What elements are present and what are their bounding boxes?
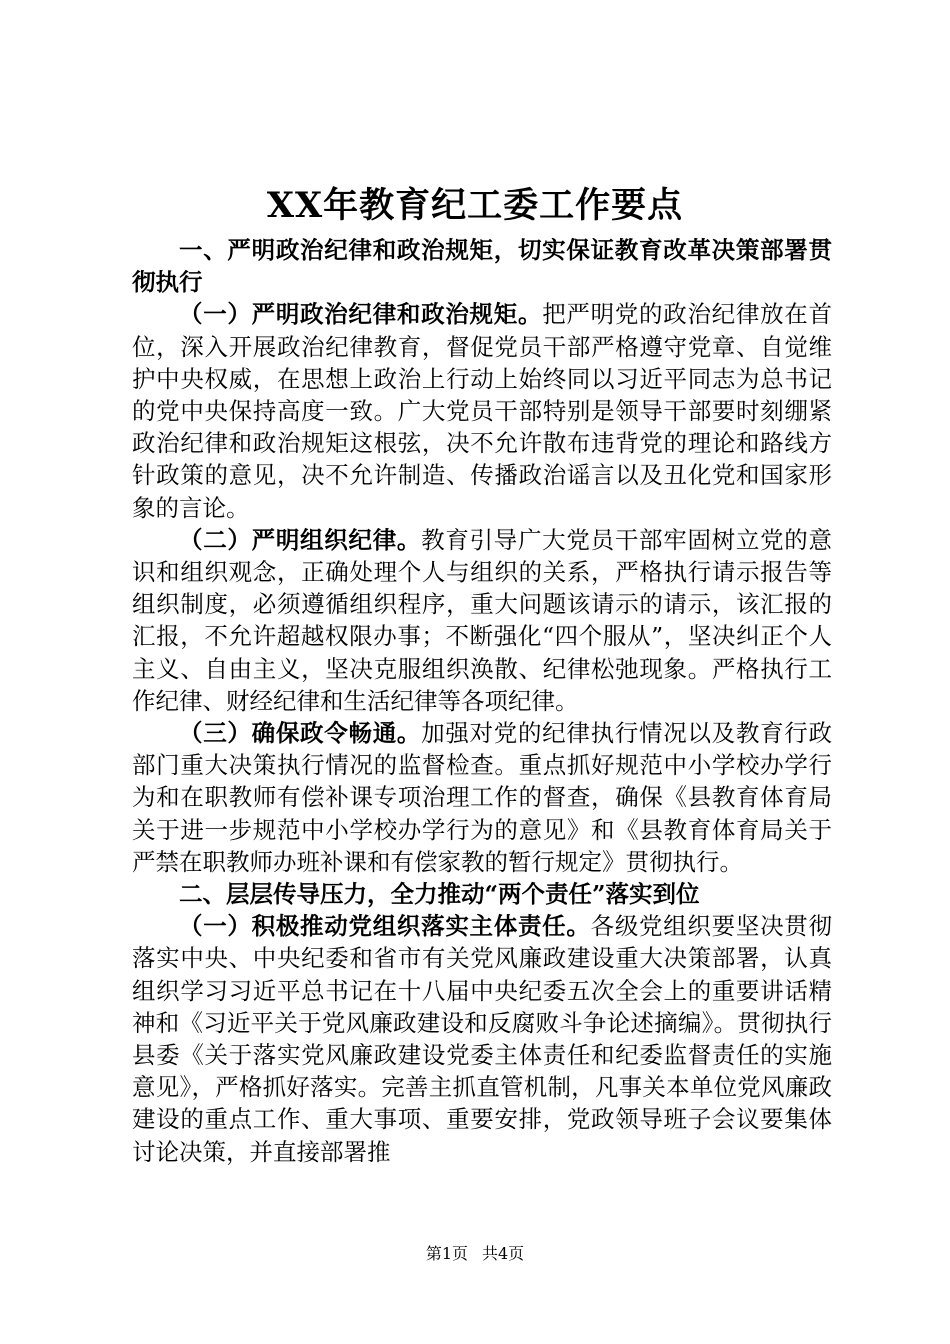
document-title: XX年教育纪工委工作要点 [266,185,684,226]
paragraph-2-1 [132,910,832,1168]
page-total: 共4页 [482,1244,525,1263]
page-number: 第1页 [425,1244,468,1263]
paragraph-lead: （一）严明政治纪律和政治规矩。 [179,300,543,329]
paragraph-1-3 [132,717,832,878]
document-body [132,234,832,1168]
paragraph-text: 各级党组织要坚决贯彻落实中央、中央纪委和省市有关党风廉政建设重大决策部署，认真组织学习习近平总书记在十八届中央纪委五次全会上的重要讲话精神和《习近平关于党风廉政建设和反腐败斗争论述摘编》。贯彻执行县委《关于落实党风廉政建设党委主体责任和纪委监督责任的实施意见》，严格抓好落实。完善主抓直管机制，凡事关本单位党风廉政建设的重点工作、重大事项、重要安排，党政领导班子会议要集体讨论决策，并直接部署推 [132,912,833,1166]
section-heading-1: 一、严明政治纪律和政治规矩，切实保证教育改革决策部署贯彻执行 [132,236,832,297]
section-heading-2: 二、层层传导压力，全力推动“两个责任”落实到位 [179,880,700,909]
paragraph-text: 把严明党的政治纪律放在首位，深入开展政治纪律教育，督促党员干部严格遵守党章、自觉维护中央权威，在思想上政治上行动上始终同以习近平同志为总书记的党中央保持高度一致。广大党员干部特别是领导干部要时刻绷紧政治纪律和政治规矩这根弦，决不允许散布违背党的理论和路线方针政策的意见，决不允许制造、传播政治谣言以及丑化党和国家形象的言论。 [132,300,833,522]
paragraph-lead: （二）严明组织纪律。 [179,525,422,554]
paragraph-text: 教育引导广大党员干部牢固树立党的意识和组织观念，正确处理个人与组织的关系，严格执行请示报告等组织制度，必须遵循组织程序，重大问题该请示的请示，该汇报的汇报，不允许超越权限办事；不断强化“四个服从”，坚决纠正个人主义、自由主义，坚决克服组织涣散、纪律松弛现象。严格执行工作纪律、财经纪律和生活纪律等各项纪律。 [132,525,833,715]
paragraph-1-1 [132,298,832,523]
paragraph-lead: （三）确保政令畅通。 [179,719,422,748]
paragraph-1-2 [132,524,832,717]
paragraph-text: 加强对党的纪律执行情况以及教育行政部门重大决策执行情况的监督检查。重点抓好规范中小学校办学行为和在职教师有偿补课专项治理工作的督查，确保《县教育体育局关于进一步规范中小学校办学行为的意见》和《县教育体育局关于严禁在职教师办班补课和有偿家教的暂行规定》贯彻执行。 [132,719,833,876]
paragraph-lead: （一）积极推动党组织落实主体责任。 [179,912,591,941]
page-footer [0,1243,950,1265]
